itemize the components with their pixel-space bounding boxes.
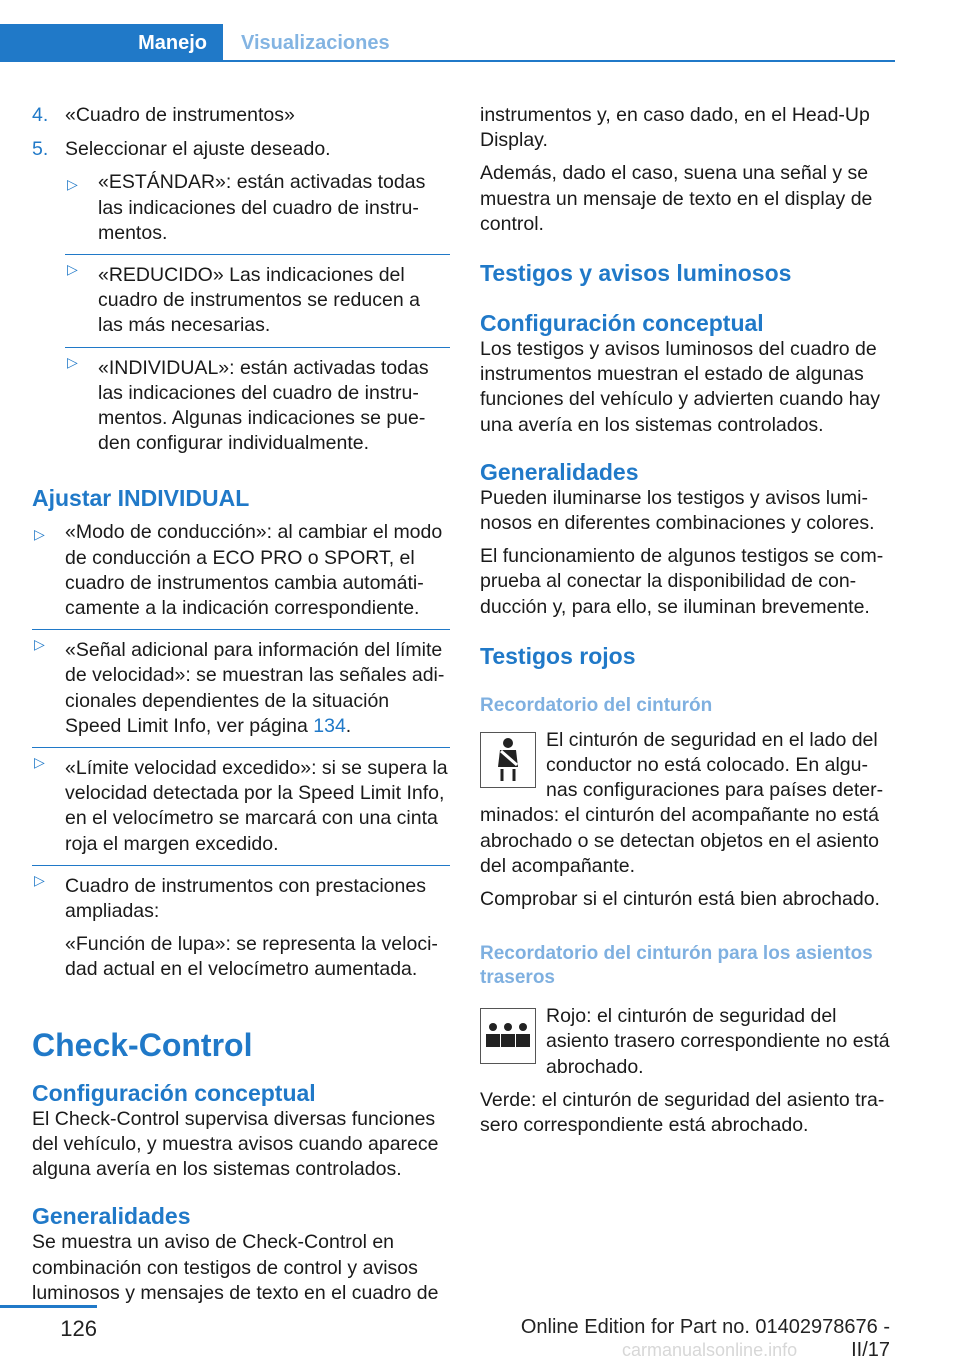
signal-text: Además, dado el caso, suena una señal y se muestra un mensaje de texto en el display de control. (480, 162, 873, 235)
belt-reminder-block (480, 728, 898, 879)
step-5 (32, 137, 450, 162)
belt-check-text: Comprobar si el cinturón está bien abrochado. (480, 888, 880, 911)
concept-text: El Check-Control supervisa diversas funciones del vehículo, y muestra avisos cuando aparece alguna avería en los sistemas controlados. (32, 1107, 439, 1181)
heading-generalidades-right: Generalidades (480, 458, 639, 485)
triangle-bullet-icon: ▷ (34, 754, 45, 771)
option-individual: ▷ «INDIVIDUAL»: están activadas todas las indicaciones del cuadro de instru‐ mentos. Algunas indicaciones se pue‐ den configurar individualmente. (65, 347, 450, 457)
step-number: 4. (32, 104, 49, 126)
item-funcion-lupa: «Función de lupa»: se representa la veloci‐ dad actual en el velocímetro aumentada. (65, 933, 438, 981)
triangle-bullet-icon: ▷ (34, 526, 45, 543)
tab-manejo[interactable]: Manejo (0, 24, 223, 62)
edition-text: Online Edition for Part no. 01402978676 - II/17 (520, 1316, 890, 1361)
general-text: Se muestra un aviso de Check-Control en combinación con testigos de control y avisos luminosos y mensajes de texto en el cuadro de (32, 1231, 439, 1304)
triangle-bullet-icon: ▷ (67, 353, 78, 370)
step-4 (32, 103, 450, 128)
step-number: 5. (32, 138, 49, 161)
item-prestaciones: ▷ Cuadro de instrumentos con prestaciones ampliadas: «Función de lupa»: se representa la veloci‐ dad actual en el velocímetro aumentada. (32, 865, 450, 983)
option-estandar: ▷ «ESTÁNDAR»: están activadas todas las indicaciones del cuadro de instru‐ mentos. (67, 171, 426, 244)
triangle-bullet-icon: ▷ (67, 261, 78, 278)
option-reducido: ▷ «REDUCIDO» Las indicaciones del cuadro de instrumentos se reducen a las más necesarias. (65, 254, 450, 339)
triangle-bullet-icon: ▷ (34, 636, 45, 653)
item-limite-velocidad: ▷ «Límite velocidad excedido»: si se supera la velocidad detectada por la Speed Limit Info, en el velocímetro se marcará con una cinta roja el margen excedido. (32, 747, 450, 857)
general-text-1: Pueden iluminarse los testigos y avisos lumi‐ nosos en diferentes combinaciones y colores. (480, 486, 875, 535)
heading-configuracion: Configuración conceptual (32, 1079, 316, 1106)
triangle-bullet-icon: ▷ (34, 871, 45, 888)
concept-text-right: Los testigos y avisos luminosos del cuadro de instrumentos muestran el estado de algunas funciones del vehículo y advierten cuando hay una avería en los sistemas controlados. (480, 338, 881, 436)
continuation-text: instrumentos y, en caso dado, en el Head-Up Display. (480, 104, 870, 152)
heading-generalidades: Generalidades (32, 1203, 191, 1230)
general-text-2: El funcionamiento de algunos testigos se com‐ prueba al conectar la disponibilidad de con‐ ducción y, para ello, se iluminan brevemente. (480, 545, 884, 618)
triangle-bullet-icon: ▷ (67, 176, 78, 193)
header-tabs (0, 0, 895, 64)
option-list (32, 170, 450, 456)
heading-ajustar-individual: Ajustar INDIVIDUAL (32, 485, 250, 512)
rear-seatbelts-icon (480, 1008, 536, 1064)
item-senal-adicional: ▷ «Señal adicional para información del límite de velocidad»: se muestran las señales adi‐ cionales dependientes de la situación Speed Limit Info, ver página 134. (32, 629, 450, 739)
individual-list (32, 520, 450, 982)
belt-reminder-text: El cinturón de seguridad en el lado del conductor no está colocado. En algu‐ nas configuraciones para países deter‐ minados: el cinturón del acompañante no está abrochado o se detectan objetos en el asiento del acompañante. (480, 728, 884, 877)
page-number: 126 (60, 1316, 97, 1341)
footer-divider (0, 1305, 97, 1308)
header-divider (223, 60, 895, 62)
heading-asientos-traseros: Recordatorio del cinturón para los asientos traseros (480, 943, 873, 989)
step-text: «Cuadro de instrumentos» (65, 104, 295, 126)
rear-red-text: Rojo: el cinturón de seguridad del asiento trasero correspondiente no está abrochado. (546, 1005, 890, 1078)
heading-configuracion-right: Configuración conceptual (480, 310, 764, 337)
rear-green-text: Verde: el cinturón de seguridad del asiento tra‐ sero correspondiente está abrochado. (480, 1088, 885, 1137)
step-text: Seleccionar el ajuste deseado. (65, 138, 331, 161)
page-link[interactable]: 134 (313, 714, 346, 737)
heading-testigos-rojos: Testigos rojos (480, 642, 636, 669)
watermark: carmanualsonline.info (622, 1340, 798, 1360)
right-column (480, 103, 898, 1138)
tab-visualizaciones[interactable]: Visualizaciones (241, 32, 390, 54)
item-modo-conduccion: ▷ «Modo de conducción»: al cambiar el modo de conducción a ECO PRO o SPORT, el cuadro de instrumentos cambia automáti‐ camente a la indicación correspondiente. (34, 521, 443, 620)
heading-check-control: Check-Control (32, 1026, 253, 1063)
seatbelt-icon (480, 732, 536, 788)
heading-testigos: Testigos y avisos luminosos (480, 260, 792, 287)
heading-recordatorio: Recordatorio del cinturón (480, 694, 713, 716)
rear-belt-block (480, 1004, 898, 1080)
left-column (32, 103, 450, 1306)
